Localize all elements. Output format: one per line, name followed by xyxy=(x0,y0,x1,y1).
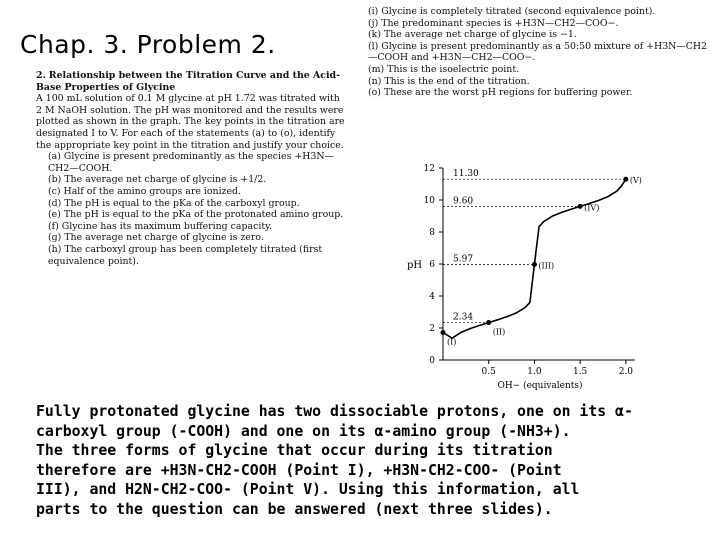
key-point-label: (V) xyxy=(629,176,642,186)
problem-heading-title: Relationship between the Titration Curve and the Acid-Base Properties of Glycine xyxy=(36,70,340,93)
key-point-marker xyxy=(441,330,446,335)
problem-item-l: (l) Glycine is present predominantly as a 50:50 mixture of +H3N—CH2—COOH and +H3N—CH2—COO−. xyxy=(368,40,708,64)
x-tick-label: 1.0 xyxy=(527,367,542,377)
problem-text-right xyxy=(368,6,708,99)
y-tick-label: 12 xyxy=(423,164,435,174)
problem-item-n: (n) This is the end of the titration. xyxy=(368,75,530,87)
x-tick-label: 1.5 xyxy=(572,367,588,377)
x-axis-label: OH− (equivalents) xyxy=(497,381,583,390)
y-tick-label: 0 xyxy=(429,356,435,366)
problem-item-h: (h) The carboxyl group has been completely titrated (first equivalence point). xyxy=(48,243,323,267)
y-tick-label: 8 xyxy=(429,228,435,238)
key-point-label: (II) xyxy=(492,327,506,337)
key-point-marker xyxy=(486,320,491,325)
y-tick-label: 6 xyxy=(429,260,435,270)
problem-item-c: (c) Half of the amino groups are ionized. xyxy=(48,185,242,197)
key-point-label: (IV) xyxy=(584,203,600,213)
problem-item-k: (k) The average net charge of glycine is −1. xyxy=(368,29,577,41)
key-point-marker xyxy=(578,204,583,209)
x-tick-label: 0.5 xyxy=(481,367,496,377)
summary-line-5: III), and H2N-CH2-COO- (Point V). Using this information, all xyxy=(36,481,580,498)
problem-heading xyxy=(36,70,346,93)
problem-item-g: (g) The average net charge of glycine is zero. xyxy=(48,232,264,244)
summary-text xyxy=(36,402,696,519)
problem-item-f: (f) Glycine has its maximum buffering capacity. xyxy=(48,220,273,232)
problem-item-j: (j) The predominant species is +H3N—CH2—COO−. xyxy=(368,17,619,29)
y-tick-label: 2 xyxy=(429,324,435,334)
pka-guide-lines xyxy=(443,169,626,322)
summary-line-4: therefore are +H3N-CH2-COOH (Point I), +H3N-CH2-COO- (Point xyxy=(36,461,562,479)
pka-value-label: 2.34 xyxy=(453,312,474,323)
key-point-label: (III) xyxy=(538,261,555,271)
slide-title: Chap. 3. Problem 2. xyxy=(20,30,276,59)
problem-item-a: (a) Glycine is present predominantly as the species +H3N—CH2—COOH. xyxy=(48,151,334,174)
problem-item-i: (i) Glycine is completely titrated (second equivalence point). xyxy=(368,6,656,17)
key-point-label: (I) xyxy=(447,337,457,347)
problem-item-e: (e) The pH is equal to the pKa of the protonated amino group. xyxy=(48,209,344,221)
key-point-marker xyxy=(532,262,537,267)
summary-line-2: carboxyl group (-COOH) and one on its α-amino group (-NH3+). xyxy=(36,422,571,440)
problem-intro: A 100 mL solution of 0.1 M glycine at pH 1.72 was titrated with 2 M NaOH solution. The pH was monitored and the results were plotted as shown in the graph. The key points in the titration are designated I to V. For each of the statements (a) to (o), identify the appropriate key point in the titration and justify your choice. xyxy=(36,93,345,151)
problem-item-o: (o) These are the worst pH regions for buffering power. xyxy=(368,87,633,99)
y-ticks xyxy=(424,164,443,366)
pka-value-label: 9.60 xyxy=(453,196,474,207)
summary-line-3: The three forms of glycine that occur during its titration xyxy=(36,442,553,459)
y-axis-label: pH xyxy=(407,260,423,271)
pka-value-label: 5.97 xyxy=(453,254,474,265)
pka-value-label: 11.30 xyxy=(453,169,479,180)
x-tick-label: 2.0 xyxy=(618,367,634,377)
problem-item-m: (m) This is the isoelectric point. xyxy=(368,63,520,75)
problem-text-left xyxy=(36,70,346,267)
y-tick-label: 4 xyxy=(429,292,435,302)
y-tick-label: 10 xyxy=(423,196,435,206)
problem-number: 2. xyxy=(36,70,46,81)
problem-item-d: (d) The pH is equal to the pKa of the carboxyl group. xyxy=(48,197,300,209)
summary-line-6: parts to the question can be answered (next three slides). xyxy=(36,500,553,518)
titration-chart xyxy=(395,158,645,390)
problem-item-b: (b) The average net charge of glycine is +1/2. xyxy=(48,174,267,186)
key-point-marker xyxy=(623,177,628,182)
summary-line-1: Fully protonated glycine has two dissociable protons, one on its α- xyxy=(36,403,633,420)
x-ticks xyxy=(482,360,634,377)
